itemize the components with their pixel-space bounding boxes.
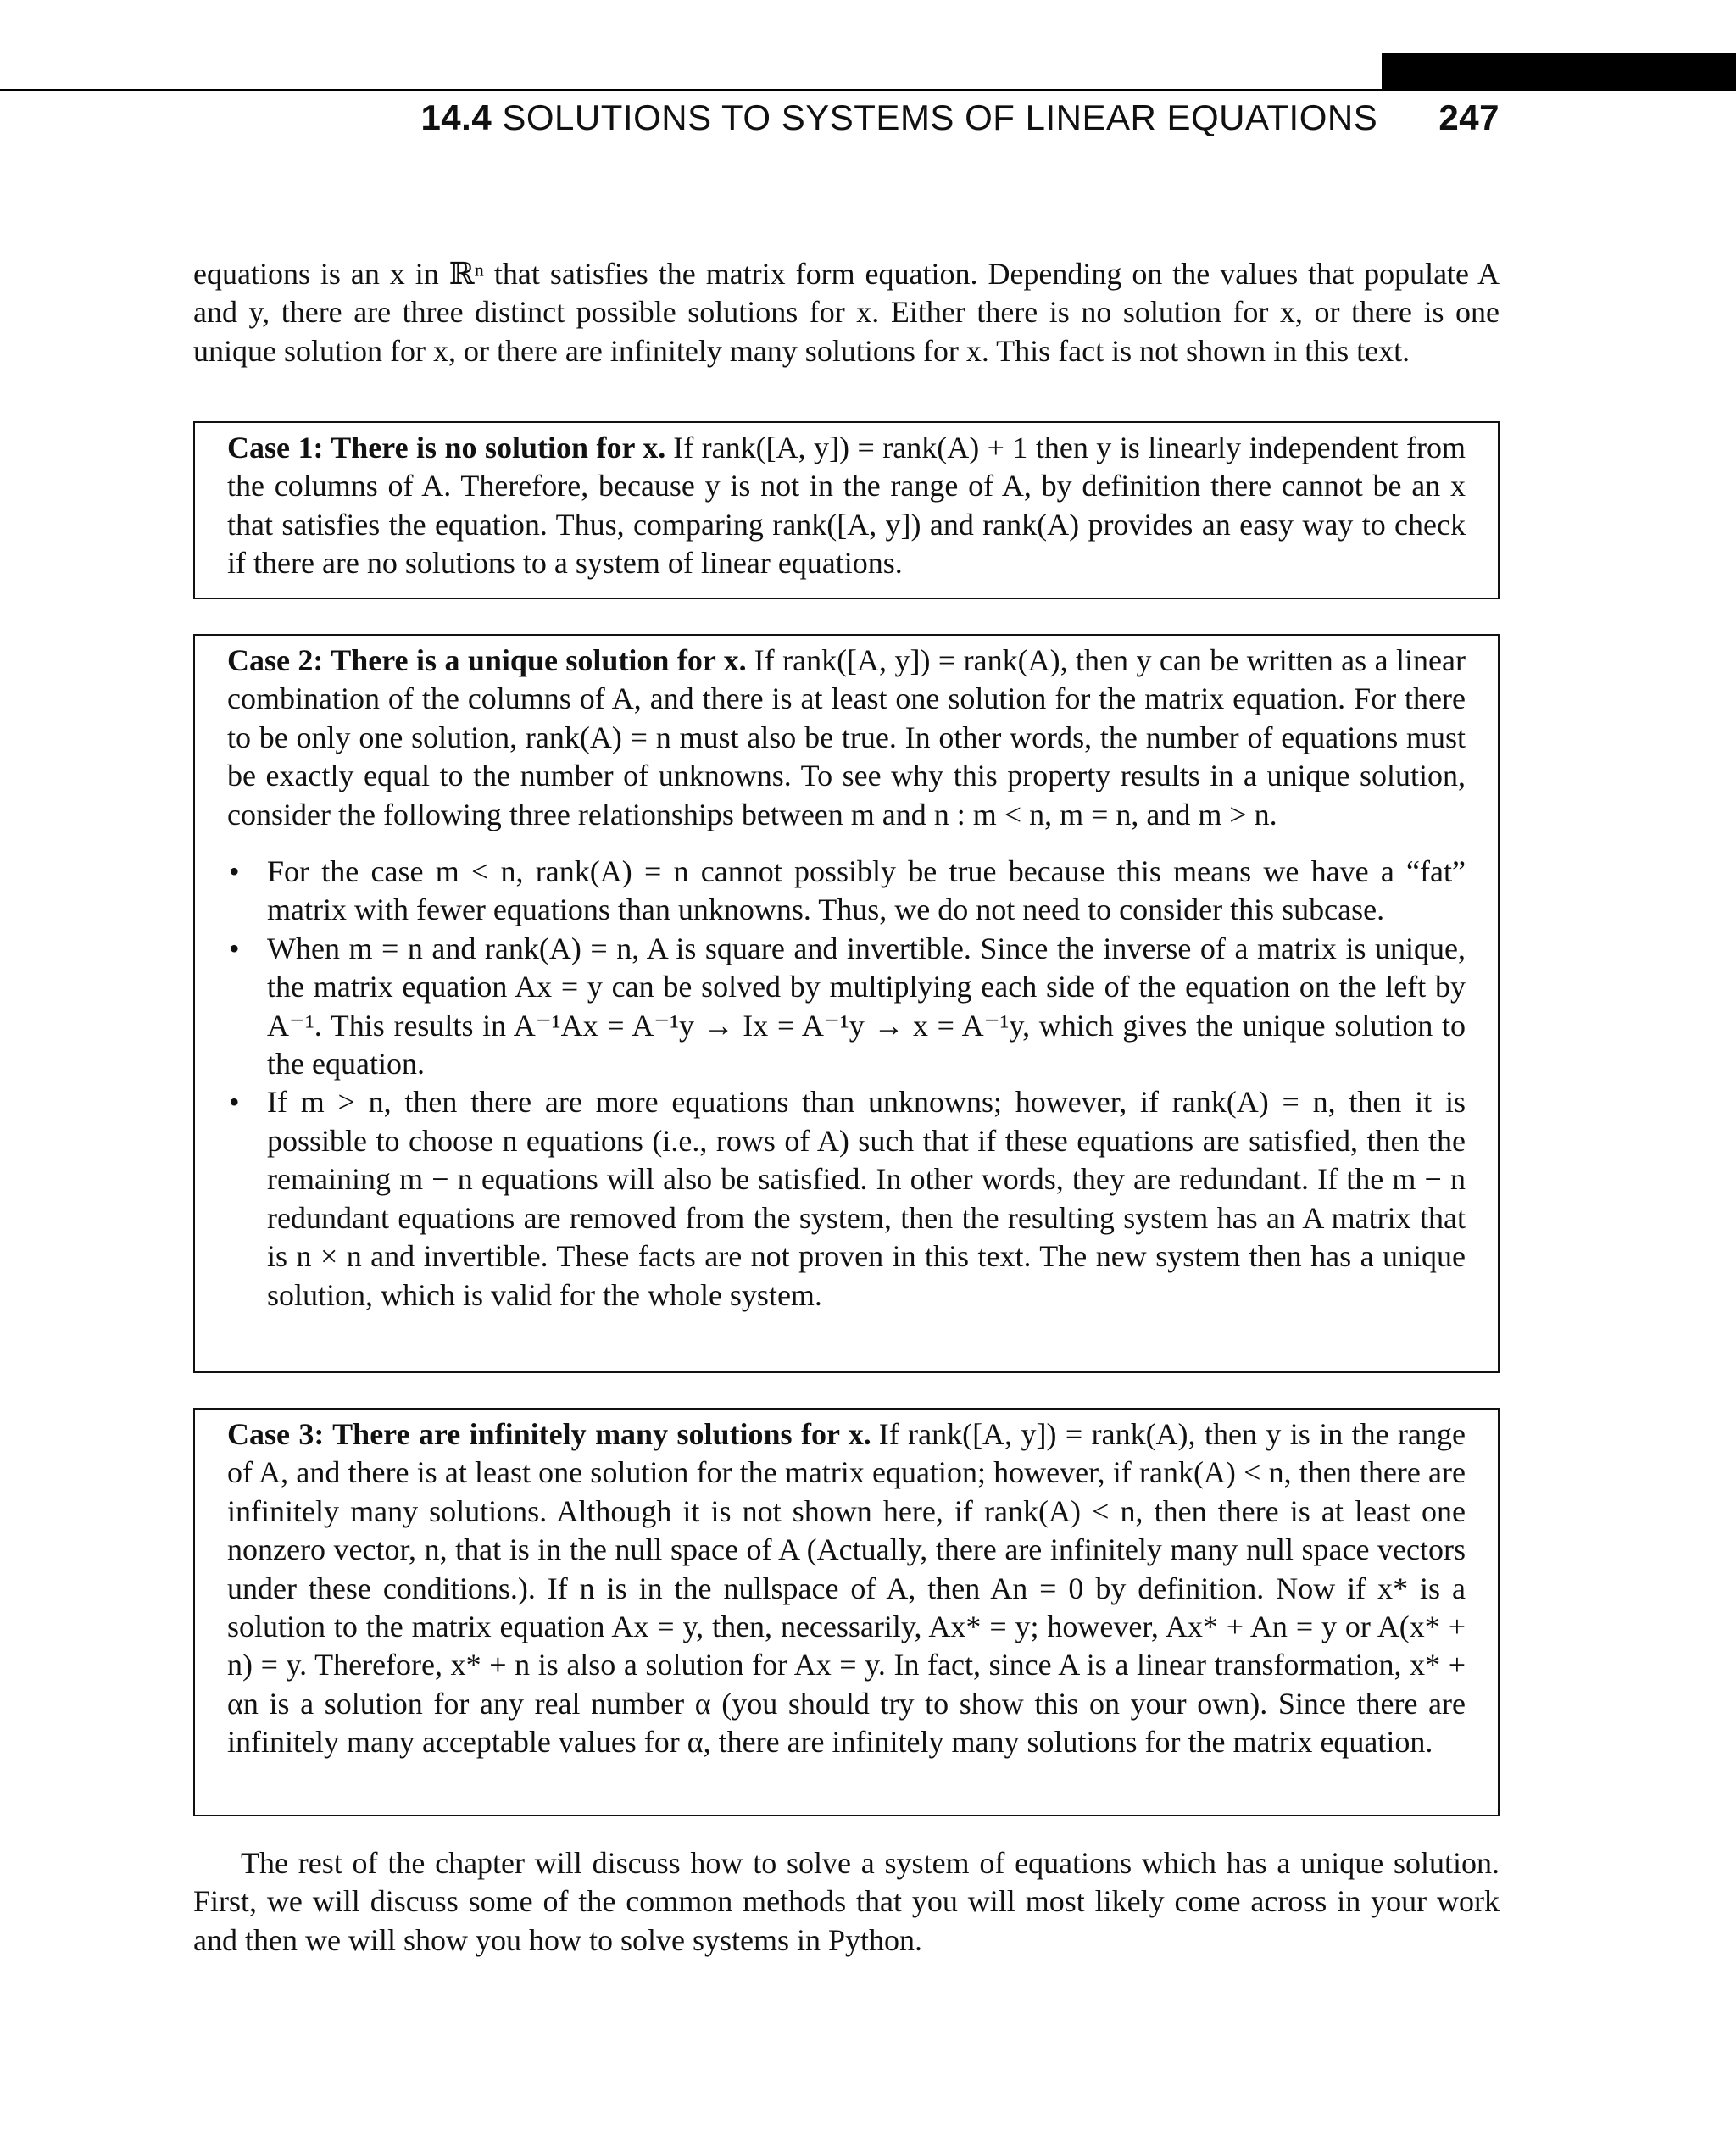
case2-box: [193, 634, 1500, 1373]
case2-bullet-2: • When m = n and rank(A) = n, A is square and invertible. Since the inverse of a matrix is unique, the matrix equation Ax = y can be solved by multiplying each side of the equation on the left by A⁻¹. This results in A⁻¹Ax = A⁻¹y → Ix = A⁻¹y → x = A⁻¹y, which gives the unique solution to the equation.: [227, 930, 1466, 1084]
case1-paragraph: [227, 429, 1466, 583]
case2-bullet-list: [227, 853, 1466, 1315]
closing-paragraph: The rest of the chapter will discuss how to solve a system of equations which has a unique solution. First, we will discuss some of the common methods that you will most likely come across in your work and then we will show you how to solve systems in Python.: [193, 1846, 1500, 1957]
case3-text: If rank([A, y]) = rank(A), then y is in the range of A, and there is at least one solution for the matrix equation; however, if rank(A) < n, then there are infinitely many solutions. Although it is not shown here, if rank(A) < n, then there is at least one nonzero vector, n, that is in the null space of A (Actually, there are infinitely many null space vectors under these conditions.). If n is in the nullspace of A, then An = 0 by definition. Now if x* is a solution to the matrix equation Ax = y, then, necessarily, Ax* = y; however, Ax* + An = y or A(x* + n) = y. Therefore, x* + n is also a solution for Ax = y. In fact, since A is a linear transformation, x* + αn is a solution for any real number α (you should try to show this on your own). Since there are infinitely many acceptable values for α, there are infinitely many solutions for the matrix equation.: [227, 1417, 1466, 1760]
case1-box: [193, 421, 1500, 599]
case2-text: If rank([A, y]) = rank(A), then y can be written as a linear combination of the columns of A, and there is at least one solution for the matrix equation. For there to be only one solution, rank(A) = n must also be true. In other words, the number of equations must be exactly equal to the number of unknowns. To see why this property results in a unique solution, consider the following three relationships between m and n : m < n, m = n, and m > n.: [227, 643, 1466, 831]
header-black-bar: [1382, 53, 1736, 90]
case2-bullet-3: • If m > n, then there are more equations than unknowns; however, if rank(A) = n, then it is possible to choose n equations (i.e., rows of A) such that if these equations are satisfied, then the remaining m − n equations will also be satisfied. In other words, they are redundant. If the m − n redundant equations are removed from the system, then the resulting system has an A matrix that is n × n and invertible. These facts are not proven in this text. The new system then has a unique solution, which is valid for the whole system.: [227, 1083, 1466, 1314]
case1-text: If rank([A, y]) = rank(A) + 1 then y is linearly independent from the columns of A. Therefore, because y is not in the range of A, by definition there cannot be an x that satisfies the equation. Thus, comparing rank([A, y]) and rank(A) provides an easy way to check if there are no solutions to a system of linear equations.: [227, 431, 1466, 581]
header-rule: [0, 89, 1736, 91]
case2-bullet-1: • For the case m < n, rank(A) = n cannot possibly be true because this means we have a “fat” matrix with fewer equations than unknowns. Thus, we do not need to consider this subcase.: [227, 853, 1466, 930]
case2-heading: Case 2: There is a unique solution for x.: [227, 643, 747, 677]
case3-box: [193, 1408, 1500, 1816]
section-number: 14.4: [420, 97, 492, 137]
running-header: [193, 92, 1500, 144]
intro-paragraph: equations is an x in ℝⁿ that satisfies the matrix form equation. Depending on the values that populate A and y, there are three distinct possible solutions for x. Either there is no solution for x, or there is one unique solution for x, or there are infinitely many solutions for x. This fact is not shown in this text.: [193, 257, 1500, 368]
page-number: 247: [1438, 97, 1500, 137]
case3-paragraph: [227, 1415, 1466, 1762]
section-title: SOLUTIONS TO SYSTEMS OF LINEAR EQUATIONS: [502, 97, 1378, 137]
case3-heading: Case 3: There are infinitely many solutions for x.: [227, 1417, 871, 1451]
case1-heading: Case 1: There is no solution for x.: [227, 431, 666, 464]
case2-paragraph: [227, 642, 1466, 834]
